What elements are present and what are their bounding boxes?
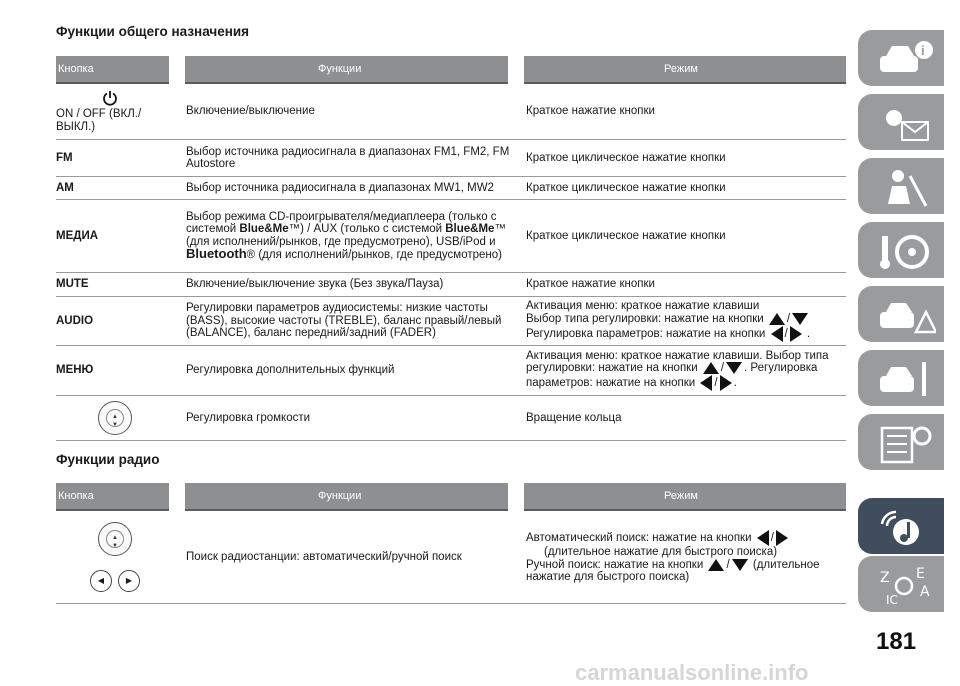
button-label: MUTE (56, 278, 89, 291)
header-mode: Режим (664, 490, 698, 502)
sidebar-tab-driving[interactable] (858, 222, 944, 278)
function-text: Регулировка дополнительных функций (186, 364, 395, 377)
table-header-radio (56, 483, 846, 511)
left-arrow-icon (771, 326, 783, 342)
right-arrow-icon (776, 530, 788, 546)
table-row (56, 511, 846, 604)
up-arrow-icon (708, 559, 724, 571)
button-label: FM (56, 151, 73, 164)
function-text: Поиск радиостанции: автоматический/ручной поиск (186, 550, 462, 563)
sidebar-tab-safety[interactable] (858, 158, 944, 214)
down-arrow-icon (732, 559, 748, 571)
left-arrow-icon (757, 530, 769, 546)
up-arrow-icon (769, 313, 785, 325)
mode-text: Краткое циклическое нажатие кнопки (526, 229, 726, 242)
header-button: Кнопка (58, 490, 94, 502)
header-function: Функции (318, 63, 362, 75)
up-arrow-icon (703, 362, 719, 374)
table-row (56, 273, 846, 297)
table-row (56, 84, 846, 140)
svg-text:i: i (921, 43, 925, 58)
table-row (56, 177, 846, 200)
table-row (56, 297, 846, 346)
section-title-radio: Функции радио (56, 452, 160, 467)
mode-line: Регулировка параметров: нажатие на кнопки / . (526, 326, 810, 342)
mode-line: Автоматический поиск: нажатие на кнопки / (526, 530, 790, 546)
technical-data-icon (876, 422, 936, 464)
down-arrow-icon (726, 362, 742, 374)
power-icon (102, 90, 118, 106)
mode-text: Вращение кольца (526, 411, 622, 424)
function-text: Выбор источника радиосигнала в диапазонах FM1, FM2, FM Autostore (186, 145, 510, 170)
sidebar-tab-warnings[interactable] (858, 94, 944, 150)
index-icon (876, 564, 936, 606)
watermark: carmanualsonline.info (575, 660, 809, 685)
table-row (56, 200, 846, 273)
mode-text: Краткое нажатие кнопки (526, 105, 655, 118)
button-label: МЕНЮ (56, 364, 94, 377)
left-arrow-icon (700, 375, 712, 391)
header-function: Функции (318, 490, 362, 502)
car-info-icon (876, 38, 936, 80)
header-mode: Режим (664, 63, 698, 75)
table-row (56, 140, 846, 177)
svg-text:E: E (916, 566, 925, 582)
mode-line: (длительное нажатие для быстрого поиска) (544, 546, 778, 559)
mode-text: Краткое нажатие кнопки (526, 278, 655, 291)
mode-text: Активация меню: краткое нажатие клавиши. Выбор типа регулировки: нажатие на кнопки / . Регулировка параметров: нажатие на кнопки / . (526, 349, 829, 390)
function-text: Выбор источника радиосигнала в диапазонах MW1, MW2 (186, 181, 494, 194)
function-text: Включение/выключение (186, 105, 315, 118)
sidebar-tab-maintenance[interactable] (858, 350, 944, 406)
mode-text: Краткое циклическое нажатие кнопки (526, 151, 726, 164)
mode-line: Активация меню: краткое нажатие клавиши (526, 300, 760, 313)
sidebar-tab-index[interactable] (858, 556, 944, 612)
right-arrow-icon (790, 326, 802, 342)
warning-lights-icon (876, 102, 936, 144)
svg-text:Z: Z (880, 570, 890, 586)
down-arrow-icon (792, 313, 808, 325)
header-button: Кнопка (58, 63, 94, 75)
function-text: Включение/выключение звука (Без звука/Пауза) (186, 278, 444, 291)
mode-text: Краткое циклическое нажатие кнопки (526, 181, 726, 194)
table-row (56, 346, 846, 396)
maintenance-icon (876, 358, 936, 400)
page-number: 181 (876, 628, 917, 655)
function-text: Выбор режима CD-проигрывателя/медиаплеера (только с системой Blue&Me™) / AUX (только с системой Blue&Me™ (для исполнений/рынков, где предусмотрено), USB/iPod и Bluetooth® (для исполнений/рынков, где предусмотрено) (186, 210, 506, 261)
function-text: Регулировки параметров аудиосистемы: низкие частоты (BASS), высокие частоты (TREBLE), баланс правый/левый (BALANCE), баланс передний/задний (FADER) (186, 302, 502, 340)
steering-wheel-icon (876, 230, 936, 272)
volume-knob-icon: ▲ ▼ (98, 401, 132, 435)
mode-line: Ручной поиск: нажатие на кнопки / (длительное нажатие для быстрого поиска) (526, 558, 820, 584)
mode-line: Выбор типа регулировки: нажатие на кнопки / (526, 313, 810, 326)
table-row (56, 396, 846, 441)
emergency-icon (876, 294, 936, 336)
function-text: Регулировка громкости (186, 411, 311, 424)
seek-left-icon: ◀ (90, 570, 112, 592)
svg-text:IC: IC (886, 593, 898, 606)
sidebar-tab-technical[interactable] (858, 414, 944, 470)
button-label: AUDIO (56, 314, 94, 327)
svg-text:A: A (920, 584, 930, 600)
sidebar-tab-multimedia[interactable] (858, 498, 944, 554)
button-label: ON / OFF (ВКЛ./ ВЫКЛ.) (56, 108, 142, 133)
safety-airbag-icon (876, 166, 936, 208)
table-header-general (56, 56, 846, 84)
right-arrow-icon (720, 375, 732, 391)
button-label: AM (56, 181, 74, 194)
section-title-general: Функции общего назначения (56, 24, 250, 39)
sidebar-tab-emergency[interactable] (858, 286, 944, 342)
sidebar-tab-car-info[interactable] (858, 30, 944, 86)
tuning-knob-icon: ▲ ▼ (98, 522, 132, 556)
seek-right-icon: ▶ (118, 570, 140, 592)
button-label: МЕДИА (56, 229, 99, 242)
multimedia-icon (876, 506, 936, 548)
